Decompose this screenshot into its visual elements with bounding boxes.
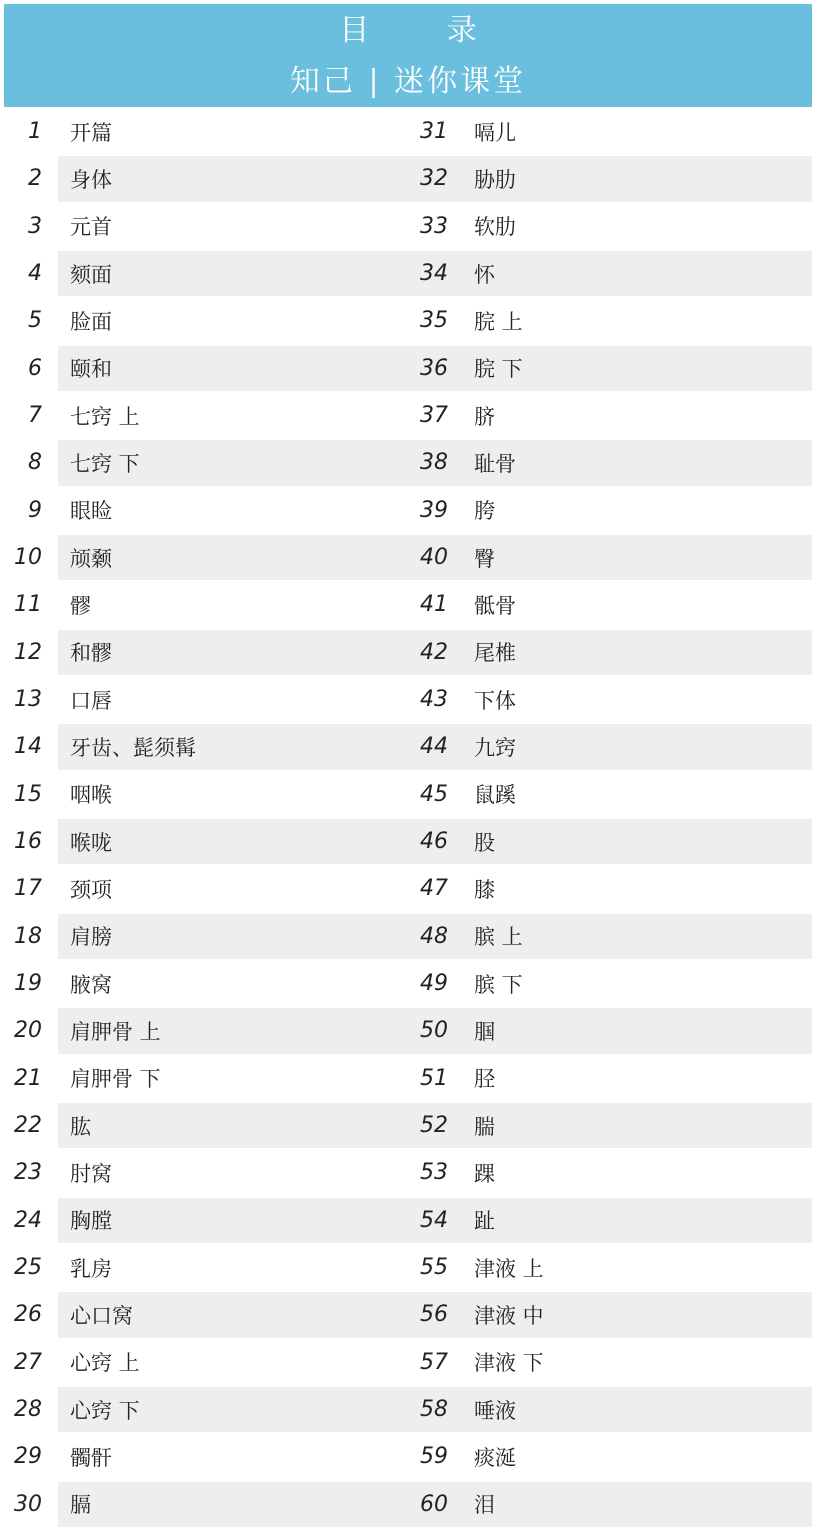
entry-title[interactable]: 喉咙 — [70, 830, 112, 855]
entry-number: 17 — [14, 876, 42, 902]
entry-number: 41 — [420, 592, 448, 618]
entry-title[interactable]: 肱 — [70, 1114, 91, 1139]
entry-number: 46 — [420, 829, 448, 855]
entry-title[interactable]: 怀 — [474, 262, 495, 287]
entry-number: 35 — [420, 308, 448, 334]
entry-title[interactable]: 九窍 — [474, 735, 516, 760]
entry-title[interactable]: 膑 下 — [474, 972, 523, 997]
toc-row — [4, 1433, 812, 1480]
entry-title[interactable]: 痰涎 — [474, 1445, 516, 1470]
entry-number: 48 — [420, 923, 448, 949]
entry-number: 9 — [28, 497, 42, 523]
entry-title[interactable]: 臀 — [474, 546, 495, 571]
entry-title[interactable]: 脘 下 — [474, 357, 523, 382]
entry-number: 2 — [28, 166, 42, 192]
entry-title[interactable]: 脸面 — [70, 309, 112, 334]
toc-row — [4, 250, 812, 297]
entry-title[interactable]: 牙齿、髭须髯 — [70, 735, 196, 760]
entry-title[interactable]: 腨 — [474, 1114, 495, 1139]
entry-title[interactable]: 脘 上 — [474, 309, 523, 334]
entry-number: 58 — [420, 1397, 448, 1423]
entry-title[interactable]: 尾椎 — [474, 641, 516, 666]
entry-title[interactable]: 乳房 — [70, 1256, 112, 1281]
toc-row — [4, 392, 812, 439]
entry-number: 4 — [28, 261, 42, 287]
entry-title[interactable]: 髎 — [70, 593, 91, 618]
entry-title[interactable]: 颈项 — [70, 877, 112, 902]
entry-number: 10 — [14, 545, 42, 571]
entry-number: 5 — [28, 308, 42, 334]
entry-number: 30 — [14, 1491, 42, 1517]
entry-title[interactable]: 嗝儿 — [474, 120, 516, 145]
entry-number: 16 — [14, 829, 42, 855]
toc-row — [4, 1291, 812, 1338]
entry-number: 44 — [420, 734, 448, 760]
toc-table — [4, 108, 812, 1528]
entry-title[interactable]: 下体 — [474, 688, 516, 713]
toc-row — [4, 581, 812, 628]
entry-number: 23 — [14, 1160, 42, 1186]
entry-number: 32 — [420, 166, 448, 192]
entry-title[interactable]: 心口窝 — [70, 1303, 133, 1328]
entry-title[interactable]: 颃颡 — [70, 546, 112, 571]
entry-number: 55 — [420, 1255, 448, 1281]
entry-number: 18 — [14, 923, 42, 949]
entry-title[interactable]: 髑骭 — [70, 1445, 112, 1470]
entry-number: 20 — [14, 1018, 42, 1044]
entry-number: 11 — [14, 592, 42, 618]
toc-row — [4, 534, 812, 581]
entry-title[interactable]: 七窍 下 — [70, 451, 140, 476]
toc-row — [4, 865, 812, 912]
entry-title[interactable]: 踝 — [474, 1161, 495, 1186]
toc-row — [4, 203, 812, 250]
toc-row — [4, 1197, 812, 1244]
toc-row — [4, 818, 812, 865]
entry-number: 33 — [420, 213, 448, 239]
entry-number: 50 — [420, 1018, 448, 1044]
toc-row — [4, 1007, 812, 1054]
toc-row — [4, 676, 812, 723]
entry-number: 26 — [14, 1302, 42, 1328]
entry-number: 51 — [420, 1065, 448, 1091]
entry-title[interactable]: 咽喉 — [70, 783, 112, 808]
entry-number: 36 — [420, 355, 448, 381]
entry-number: 12 — [14, 639, 42, 665]
entry-number: 25 — [14, 1255, 42, 1281]
entry-number: 59 — [420, 1444, 448, 1470]
toc-row — [4, 108, 812, 155]
toc-row — [4, 155, 812, 202]
entry-number: 57 — [420, 1349, 448, 1375]
entry-number: 60 — [420, 1491, 448, 1517]
entry-title[interactable]: 心窍 下 — [70, 1398, 140, 1423]
entry-title[interactable]: 膝 — [474, 877, 495, 902]
entry-number: 54 — [420, 1207, 448, 1233]
entry-number: 22 — [14, 1113, 42, 1139]
entry-number: 15 — [14, 781, 42, 807]
entry-number: 37 — [420, 403, 448, 429]
page-title: 目 录 — [339, 13, 511, 48]
entry-number: 29 — [14, 1444, 42, 1470]
entry-number: 47 — [420, 876, 448, 902]
entry-number: 39 — [420, 497, 448, 523]
entry-number: 6 — [28, 355, 42, 381]
entry-title[interactable]: 膈 — [70, 1493, 91, 1518]
entry-title[interactable]: 眼睑 — [70, 499, 112, 524]
entry-number: 3 — [28, 213, 42, 239]
toc-row — [4, 771, 812, 818]
entry-title[interactable]: 和髎 — [70, 641, 112, 666]
entry-number: 7 — [28, 403, 42, 429]
entry-title[interactable]: 开篇 — [70, 120, 112, 145]
entry-number: 42 — [420, 639, 448, 665]
entry-title[interactable]: 津液 下 — [474, 1351, 544, 1376]
entry-number: 45 — [420, 781, 448, 807]
toc-row — [4, 1149, 812, 1196]
page-subtitle: 知己 | 迷你课堂 — [289, 64, 527, 99]
entry-title[interactable]: 心窍 上 — [70, 1351, 140, 1376]
entry-number: 19 — [14, 971, 42, 997]
toc-row — [4, 913, 812, 960]
toc-row — [4, 1339, 812, 1386]
entry-title[interactable]: 骶骨 — [474, 593, 516, 618]
entry-number: 56 — [420, 1302, 448, 1328]
toc-row — [4, 960, 812, 1007]
entry-title[interactable]: 七窍 上 — [70, 404, 140, 429]
toc-row — [4, 629, 812, 676]
entry-number: 43 — [420, 687, 448, 713]
entry-number: 38 — [420, 450, 448, 476]
entry-title[interactable]: 软肋 — [474, 215, 516, 240]
entry-title[interactable]: 津液 中 — [474, 1303, 544, 1328]
toc-row — [4, 345, 812, 392]
entry-title[interactable]: 泪 — [474, 1493, 495, 1518]
entry-title[interactable]: 唾液 — [474, 1398, 516, 1423]
entry-title[interactable]: 膑 上 — [474, 925, 523, 950]
toc-row — [4, 439, 812, 486]
entry-title[interactable]: 胁肋 — [474, 167, 516, 192]
entry-title[interactable]: 身体 — [70, 167, 112, 192]
entry-title[interactable]: 耻骨 — [474, 451, 516, 476]
toc-row — [4, 1481, 812, 1528]
entry-number: 14 — [14, 734, 42, 760]
entry-number: 27 — [14, 1349, 42, 1375]
entry-title[interactable]: 胯 — [474, 499, 495, 524]
entry-number: 1 — [28, 119, 42, 145]
entry-number: 21 — [14, 1065, 42, 1091]
entry-number: 53 — [420, 1160, 448, 1186]
entry-number: 28 — [14, 1397, 42, 1423]
entry-number: 34 — [420, 261, 448, 287]
entry-number: 40 — [420, 545, 448, 571]
entry-title[interactable]: 肩膀 — [70, 925, 112, 950]
toc-header — [4, 4, 812, 107]
toc-row — [4, 1055, 812, 1102]
entry-title[interactable]: 颐和 — [70, 357, 112, 382]
toc-row — [4, 1386, 812, 1433]
toc-row — [4, 1102, 812, 1149]
entry-number: 31 — [420, 119, 448, 145]
entry-title[interactable]: 胫 — [474, 1067, 495, 1092]
entry-title[interactable]: 腘 — [474, 1019, 495, 1044]
entry-title[interactable]: 元首 — [70, 215, 112, 240]
entry-title[interactable]: 趾 — [474, 1209, 495, 1234]
entry-title[interactable]: 津液 上 — [474, 1256, 544, 1281]
entry-title[interactable]: 股 — [474, 830, 495, 855]
entry-title[interactable]: 颏面 — [70, 262, 112, 287]
toc-row — [4, 723, 812, 770]
entry-title[interactable]: 胸膛 — [70, 1209, 112, 1234]
entry-title[interactable]: 鼠蹊 — [474, 783, 516, 808]
toc-row — [4, 487, 812, 534]
entry-number: 49 — [420, 971, 448, 997]
toc-row — [4, 297, 812, 344]
entry-title[interactable]: 腋窝 — [70, 972, 112, 997]
entry-number: 24 — [14, 1207, 42, 1233]
toc-row — [4, 1244, 812, 1291]
entry-title[interactable]: 口唇 — [70, 688, 112, 713]
entry-number: 13 — [14, 687, 42, 713]
entry-number: 52 — [420, 1113, 448, 1139]
entry-title[interactable]: 肩胛骨 下 — [70, 1067, 161, 1092]
entry-title[interactable]: 肩胛骨 上 — [70, 1019, 161, 1044]
entry-title[interactable]: 肘窝 — [70, 1161, 112, 1186]
entry-number: 8 — [28, 450, 42, 476]
entry-title[interactable]: 脐 — [474, 404, 495, 429]
